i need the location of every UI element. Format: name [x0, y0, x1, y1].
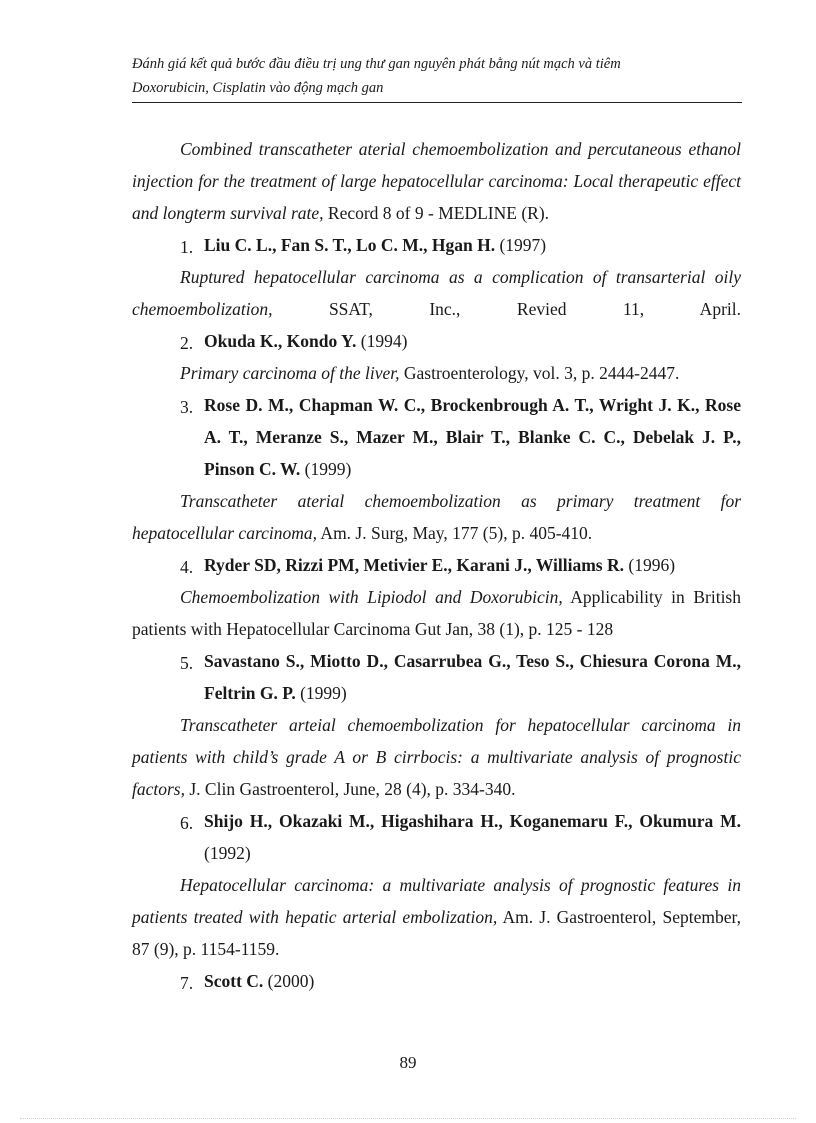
reference-source: Am. J. Surg, May, 177 (5), p. 405-410. [317, 523, 593, 543]
reference-title: Hepatocellular carcinoma: a multivariate analysis of prognostic features in patients treated with hepatic arterial embolization, [132, 875, 741, 927]
reference-source: Applicability in British patients with Hepatocellular Carcinoma Gut Jan, 38 (1), p. 125 - 128 [132, 587, 741, 639]
reference-authors [132, 389, 741, 485]
reference-source: Gastroenterology, vol. 3, p. 2444-2447. [399, 363, 680, 383]
reference-authors [132, 229, 741, 261]
reference-author-names: Okuda K., Kondo Y. [204, 331, 357, 351]
intro-source: Record 8 of 9 - MEDLINE (R). [323, 203, 550, 223]
page-edge-divider [20, 1118, 796, 1119]
reference-year: (1994) [356, 331, 408, 351]
reference-number: 7. [180, 973, 194, 993]
reference-author-names: Shijo H., Okazaki M., Higashihara H., Koganemaru F., Okumura M. [204, 811, 741, 831]
reference-source: SSAT, Inc., Revied 11, April. [272, 299, 741, 319]
header-line-2: Doxorubicin, Cisplatin vào động mạch gan [132, 80, 384, 96]
reference-author-names: Liu C. L., Fan S. T., Lo C. M., Hgan H. [204, 235, 496, 255]
reference-citation [132, 261, 741, 325]
reference-number: 2. [180, 333, 194, 353]
reference-citation [132, 869, 741, 965]
header-line-1: Đánh giá kết quả bước đầu điều trị ung thư gan nguyên phát bằng nút mạch và tiêm [132, 56, 621, 72]
reference-number: 4. [180, 557, 194, 577]
reference-year: (2000) [263, 971, 315, 991]
reference-number: 5. [180, 653, 194, 673]
reference-number: 1. [180, 237, 194, 257]
intro-title: Combined transcatheter aterial chemoembolization and percutaneous ethanol injection for the treatment of large hepatocellular carcinoma: Local therapeutic effect and longterm survival rate, [132, 139, 741, 223]
intro-entry [132, 133, 741, 229]
reference-authors [132, 549, 741, 581]
reference-authors [132, 965, 741, 997]
reference-citation [132, 357, 741, 389]
reference-list [132, 133, 741, 997]
reference-citation [132, 581, 741, 645]
reference-authors [132, 805, 741, 869]
reference-year: (1999) [295, 683, 347, 703]
reference-citation [132, 485, 741, 549]
reference-citation [132, 709, 741, 805]
reference-year: (1997) [495, 235, 547, 255]
reference-title: Chemoembolization with Lipiodol and Doxorubicin, [180, 587, 563, 607]
reference-title: Transcatheter aterial chemoembolization as primary treatment for hepatocellular carcinoma, [132, 491, 741, 543]
reference-author-names: Scott C. [204, 971, 264, 991]
reference-title: Ruptured hepatocellular carcinoma as a complication of transarterial oily chemoembolization, [132, 267, 741, 319]
reference-title: Primary carcinoma of the liver, [180, 363, 400, 383]
reference-number: 6. [180, 813, 194, 833]
page-number: 89 [399, 1053, 417, 1072]
reference-authors [132, 645, 741, 709]
reference-source: J. Clin Gastroenterol, June, 28 (4), p. 334-340. [185, 779, 516, 799]
reference-year: (1999) [300, 459, 352, 479]
reference-year: (1996) [624, 555, 676, 575]
reference-source: Am. J. Gastroenterol, September, 87 (9), p. 1154-1159. [132, 907, 741, 959]
reference-author-names: Rose D. M., Chapman W. C., Brockenbrough A. T., Wright J. K., Rose A. T., Meranze S., Mazer M., Blair T., Blanke C. C., Debelak J. P., Pinson C. W. [204, 395, 741, 479]
reference-author-names: Ryder SD, Rizzi PM, Metivier E., Karani J., Williams R. [204, 555, 624, 575]
reference-number: 3. [180, 397, 194, 417]
reference-title: Transcatheter arteial chemoembolization for hepatocellular carcinoma in patients with child’s grade A or B cirrbocis: a multivariate analysis of prognostic factors, [132, 715, 741, 799]
reference-author-names: Savastano S., Miotto D., Casarrubea G., Teso S., Chiesura Corona M., Feltrin G. P. [204, 651, 741, 703]
reference-authors [132, 325, 741, 357]
reference-year: (1992) [204, 843, 251, 863]
running-header [132, 52, 742, 103]
